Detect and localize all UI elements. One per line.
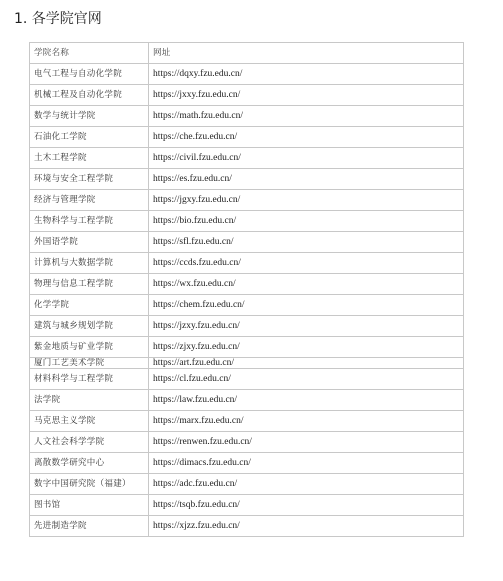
website-link[interactable]: https://renwen.fzu.edu.cn/ bbox=[149, 432, 464, 453]
table-row bbox=[30, 369, 464, 390]
college-websites-table bbox=[29, 42, 464, 537]
table-row bbox=[30, 85, 464, 106]
website-link[interactable]: https://art.fzu.edu.cn/ bbox=[149, 358, 464, 369]
college-name-cell: 石油化工学院 bbox=[30, 127, 149, 148]
college-name-cell: 人文社会科学学院 bbox=[30, 432, 149, 453]
page-heading: 1. 各学院官网 bbox=[14, 11, 102, 27]
college-name-cell: 化学学院 bbox=[30, 295, 149, 316]
website-link[interactable]: https://civil.fzu.edu.cn/ bbox=[149, 148, 464, 169]
college-name-cell: 计算机与大数据学院 bbox=[30, 253, 149, 274]
college-name-cell: 马克思主义学院 bbox=[30, 411, 149, 432]
college-name-cell: 电气工程与自动化学院 bbox=[30, 64, 149, 85]
table-row bbox=[30, 232, 464, 253]
website-link[interactable]: https://math.fzu.edu.cn/ bbox=[149, 106, 464, 127]
website-link[interactable]: https://es.fzu.edu.cn/ bbox=[149, 169, 464, 190]
college-name-cell: 机械工程及自动化学院 bbox=[30, 85, 149, 106]
website-link[interactable]: https://bio.fzu.edu.cn/ bbox=[149, 211, 464, 232]
college-name-cell: 经济与管理学院 bbox=[30, 190, 149, 211]
table-row bbox=[30, 337, 464, 358]
college-name-cell: 紫金地质与矿业学院 bbox=[30, 337, 149, 358]
college-name-cell: 数字中国研究院（福建） bbox=[30, 474, 149, 495]
college-name-cell: 法学院 bbox=[30, 390, 149, 411]
college-name-cell: 厦门工艺美术学院 bbox=[30, 358, 149, 369]
college-name-cell: 离散数学研究中心 bbox=[30, 453, 149, 474]
website-link[interactable]: https://dimacs.fzu.edu.cn/ bbox=[149, 453, 464, 474]
website-link[interactable]: https://wx.fzu.edu.cn/ bbox=[149, 274, 464, 295]
college-name-cell: 建筑与城乡规划学院 bbox=[30, 316, 149, 337]
table-row bbox=[30, 411, 464, 432]
college-name-cell: 材料科学与工程学院 bbox=[30, 369, 149, 390]
table-row bbox=[30, 106, 464, 127]
college-name-cell: 图书馆 bbox=[30, 495, 149, 516]
table-row bbox=[30, 453, 464, 474]
table-row bbox=[30, 148, 464, 169]
college-name-cell: 先进制造学院 bbox=[30, 516, 149, 537]
website-link[interactable]: https://dqxy.fzu.edu.cn/ bbox=[149, 64, 464, 85]
table-header-row bbox=[30, 43, 464, 64]
website-link[interactable]: https://adc.fzu.edu.cn/ bbox=[149, 474, 464, 495]
college-name-cell: 土木工程学院 bbox=[30, 148, 149, 169]
website-link[interactable]: https://cl.fzu.edu.cn/ bbox=[149, 369, 464, 390]
table-row bbox=[30, 316, 464, 337]
website-link[interactable]: https://zjxy.fzu.edu.cn/ bbox=[149, 337, 464, 358]
table-row bbox=[30, 495, 464, 516]
column-header-website: 网址 bbox=[149, 43, 464, 64]
college-name-cell: 环境与安全工程学院 bbox=[30, 169, 149, 190]
table-row bbox=[30, 190, 464, 211]
table-row bbox=[30, 432, 464, 453]
table-row bbox=[30, 127, 464, 148]
table-row bbox=[30, 516, 464, 537]
website-link[interactable]: https://chem.fzu.edu.cn/ bbox=[149, 295, 464, 316]
college-name-cell: 外国语学院 bbox=[30, 232, 149, 253]
table-row bbox=[30, 64, 464, 85]
website-link[interactable]: https://ccds.fzu.edu.cn/ bbox=[149, 253, 464, 274]
table-row bbox=[30, 295, 464, 316]
website-link[interactable]: https://xjzz.fzu.edu.cn/ bbox=[149, 516, 464, 537]
website-link[interactable]: https://jzxy.fzu.edu.cn/ bbox=[149, 316, 464, 337]
table-row bbox=[30, 211, 464, 232]
website-link[interactable]: https://sfl.fzu.edu.cn/ bbox=[149, 232, 464, 253]
college-name-cell: 数学与统计学院 bbox=[30, 106, 149, 127]
website-link[interactable]: https://law.fzu.edu.cn/ bbox=[149, 390, 464, 411]
table-row bbox=[30, 169, 464, 190]
table-row bbox=[30, 274, 464, 295]
college-name-cell: 物理与信息工程学院 bbox=[30, 274, 149, 295]
table-row bbox=[30, 390, 464, 411]
table-row bbox=[30, 474, 464, 495]
table-row bbox=[30, 253, 464, 274]
website-link[interactable]: https://jgxy.fzu.edu.cn/ bbox=[149, 190, 464, 211]
website-link[interactable]: https://marx.fzu.edu.cn/ bbox=[149, 411, 464, 432]
column-header-college-name: 学院名称 bbox=[30, 43, 149, 64]
website-link[interactable]: https://jxxy.fzu.edu.cn/ bbox=[149, 85, 464, 106]
website-link[interactable]: https://tsqb.fzu.edu.cn/ bbox=[149, 495, 464, 516]
college-name-cell: 生物科学与工程学院 bbox=[30, 211, 149, 232]
table-row bbox=[30, 358, 464, 369]
website-link[interactable]: https://che.fzu.edu.cn/ bbox=[149, 127, 464, 148]
